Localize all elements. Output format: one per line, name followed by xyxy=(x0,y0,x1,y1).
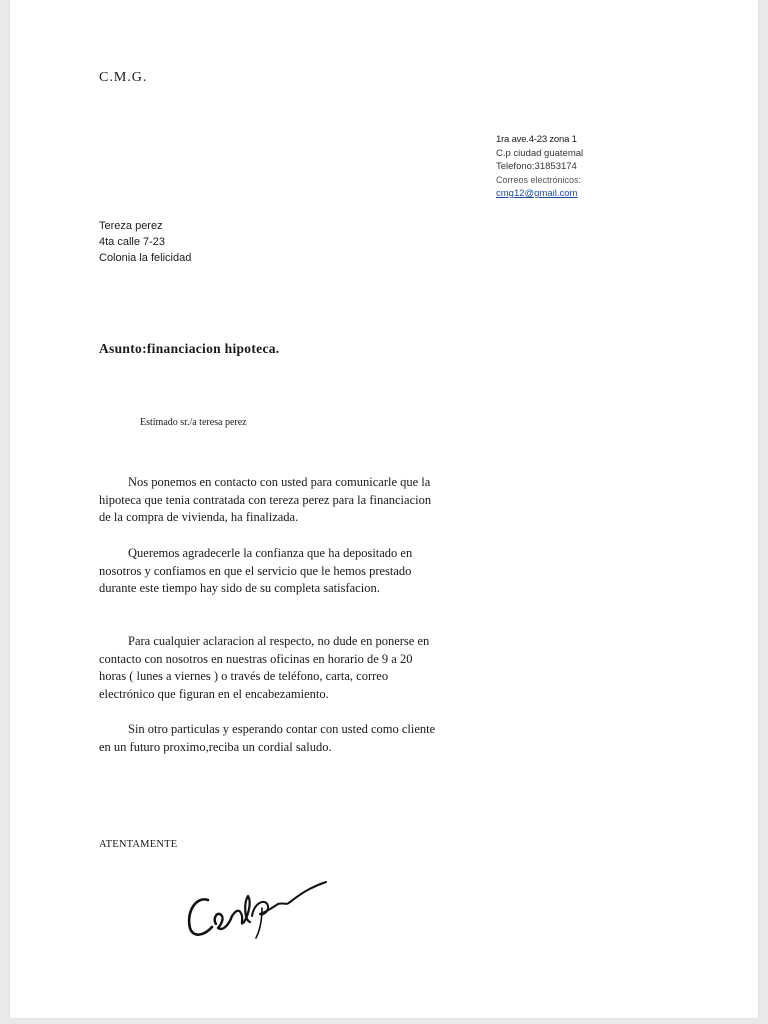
paragraph-line: contacto con nosotros en nuestras oficinas en horario de 9 a 20 xyxy=(99,651,413,666)
body-paragraph-1 xyxy=(99,474,499,527)
recipient-neighborhood: Colonia la felicidad xyxy=(99,252,192,264)
handwritten-signature-icon xyxy=(182,872,332,947)
sender-email-label: Correos electrónicos: xyxy=(496,174,582,185)
letter-page xyxy=(10,0,758,1018)
paragraph-line: electrónico que figuran en el encabezamiento. xyxy=(99,686,329,701)
paragraph-line: nosotros y confiamos en que el servicio que le hemos prestado xyxy=(99,563,412,578)
closing-text: ATENTAMENTE xyxy=(99,839,178,850)
salutation: Estimado sr./a teresa perez xyxy=(140,417,247,428)
paragraph-line: horas ( lunes a viernes ) o través de teléfono, carta, correo xyxy=(99,669,389,683)
body-paragraph-2 xyxy=(99,545,499,598)
company-name: C.M.G. xyxy=(99,70,148,85)
sender-email-link[interactable]: cmg12@gmail.com xyxy=(496,188,578,199)
paragraph-line: Sin otro particulas y esperando contar con usted como cliente xyxy=(128,722,436,736)
paragraph-line: de la compra de vivienda, ha finalizada. xyxy=(99,510,299,524)
sender-address: 1ra ave.4-23 zona 1 xyxy=(496,134,577,145)
recipient-block xyxy=(99,218,191,266)
sender-phone: Telefono:31853174 xyxy=(496,161,577,172)
subject-line: Asunto:financiacion hipoteca. xyxy=(99,341,280,356)
paragraph-line: Para cualquier aclaracion al respecto, no dude en ponerse en xyxy=(128,634,430,648)
recipient-street: 4ta calle 7-23 xyxy=(99,236,166,248)
recipient-name: Tereza perez xyxy=(99,220,163,232)
body-paragraph-4 xyxy=(99,721,499,756)
paragraph-line: hipoteca que tenia contratada con tereza perez para la financiacion xyxy=(99,492,432,507)
sender-block xyxy=(496,133,583,201)
sender-postal: C.p ciudad guatemal xyxy=(496,147,584,159)
paragraph-line: Queremos agradecerle la confianza que ha depositado en xyxy=(128,546,413,560)
paragraph-line: Nos ponemos en contacto con usted para comunicarle que la xyxy=(128,475,431,489)
paragraph-line: en un futuro proximo,reciba un cordial saludo. xyxy=(99,739,332,754)
paragraph-line: durante este tiempo hay sido de su completa satisfacion. xyxy=(99,581,380,595)
body-paragraph-3 xyxy=(99,633,499,703)
